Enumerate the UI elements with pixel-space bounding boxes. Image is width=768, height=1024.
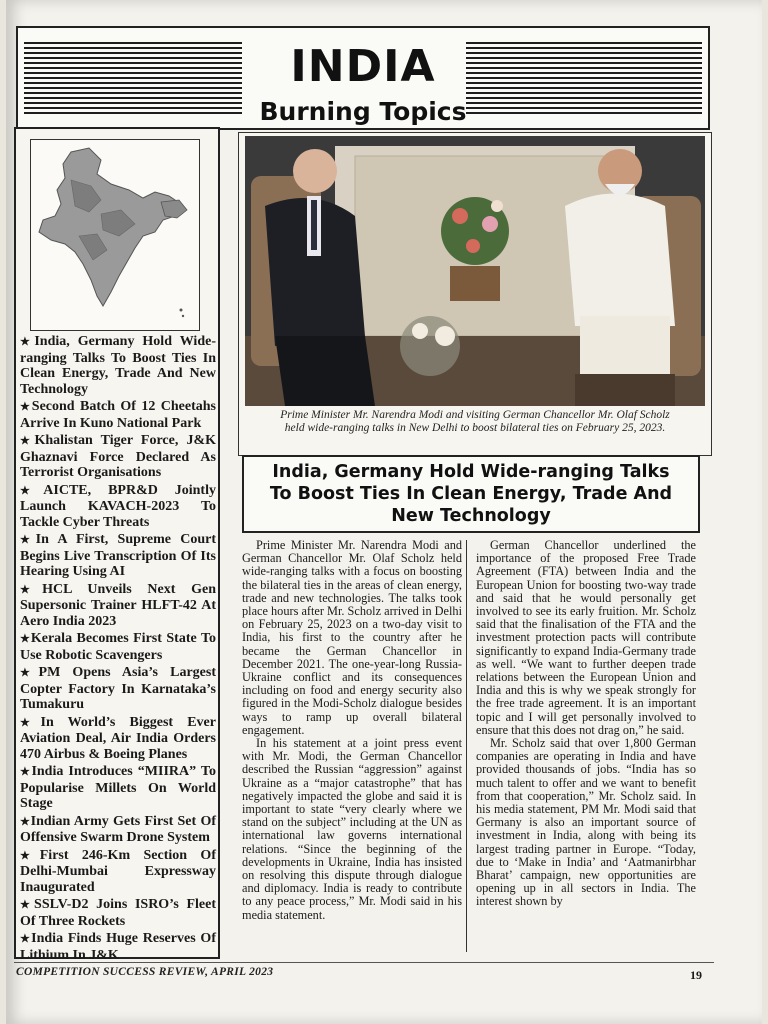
article-paragraph: Prime Minister Mr. Narendra Modi and German Chancellor Mr. Olaf Scholz held wide-ranging talks with a focus on boosting the bilateral ties in the areas of clean energy, trade and new technologies. The talks took place hours after Mr. Scholz arrived in Delhi on February 25, 2023 on a two-day visit to India, his first to the country after he became the German Chancellor in December 2021. The one-year-long Russia-Ukraine conflict and its consequences including on food and energy security also figured in the Modi-Scholz dialogue besides ways to ramp up overall bilateral engagement. <box>242 538 462 737</box>
footer-rule <box>14 962 714 963</box>
magazine-footer: COMPETITION SUCCESS REVIEW, APRIL 2023 <box>16 966 274 978</box>
star-icon: ★ <box>20 933 32 945</box>
headline-item[interactable]: ★AICTE, BPR&D Jointly Launch KAVACH-2023 To Tackle Cyber Threats <box>20 482 216 530</box>
star-icon: ★ <box>20 633 31 645</box>
headline-item[interactable]: ★Kerala Becomes First State To Use Robotic Scavengers <box>20 631 216 663</box>
star-icon: ★ <box>20 583 43 596</box>
headline-item[interactable]: ★Khalistan Tiger Force, J&K Ghaznavi Force Declared As Terrorist Organisations <box>20 433 216 480</box>
headline-item[interactable]: ★India Finds Huge Reserves Of Lithium In J&K <box>20 931 216 963</box>
article-paragraph: In his statement at a joint press event with Mr. Modi, the German Chancellor described the Russian “aggression” against Ukraine as a “major catastrophe” that has negatively impacted the globe and said it is important to state “very clearly where we stand on the subject” including at the UN as international law governs international relations. “Since the beginning of the developments in Ukraine, India has insisted on resolving this dispute through dialogue and diplomacy. India is ready to contribute to any peace process,” Mr. Modi said in his media statement. <box>242 736 462 922</box>
star-icon: ★ <box>20 899 35 911</box>
star-icon: ★ <box>20 336 35 348</box>
india-map-svg <box>31 140 199 330</box>
india-map-icon <box>30 139 200 331</box>
photo-caption: Prime Minister Mr. Narendra Modi and visiting German Chancellor Mr. Olaf Scholz held wide-ranging talks in New Delhi to boost bilateral ties on February 25, 2023. <box>280 409 670 434</box>
headline-item[interactable]: ★Second Batch Of 12 Cheetahs Arrive In Kuno National Park <box>20 399 216 431</box>
article-headline-box <box>242 455 700 533</box>
star-icon: ★ <box>20 435 35 447</box>
headline-list <box>20 334 216 965</box>
column-divider <box>466 540 467 952</box>
star-icon: ★ <box>20 766 32 778</box>
star-icon: ★ <box>20 534 36 546</box>
article-column-2 <box>476 539 696 909</box>
photo-frame <box>238 132 712 456</box>
star-icon: ★ <box>20 849 40 862</box>
headline-item[interactable]: ★Indian Army Gets First Set Of Offensive Swarm Drone System <box>20 813 216 845</box>
headline-item[interactable]: ★HCL Unveils Next Gen Supersonic Trainer HLFT-42 At Aero India 2023 <box>20 581 216 629</box>
section-subtitle: Burning Topics <box>259 97 467 126</box>
article-column-1 <box>242 539 462 922</box>
headline-item[interactable]: ★India Introduces “MIIRA” To Popularise Millets On World Stage <box>20 764 216 811</box>
star-icon: ★ <box>20 484 44 497</box>
headline-item[interactable]: ★In A First, Supreme Court Begins Live Transcription Of Its Hearing Using AI <box>20 532 216 579</box>
section-banner <box>16 26 710 130</box>
article-paragraph: Mr. Scholz said that over 1,800 German companies are operating in India and have provided thousands of jobs. “India has so much talent to offer and we want to benefit from that cooperation,” Mr. Scholz said. In his media statement, PM Mr. Modi said that Germany is also an important source of investment in India, along with being its largest trading partner in Europe. “Today, due to ‘Make in India’ and ‘Aatmanirbhar Bharat’ campaign, new opportunities are opening up in all sectors in India. The interest shown by <box>476 736 696 909</box>
news-photo <box>245 136 705 406</box>
article-paragraph: German Chancellor underlined the importance of the proposed Free Trade Agreement (FTA) between India and the European Union for boosting two-way trade and said that he would personally get involved to see its early fruition. Mr. Scholz said that the finalisation of the FTA and the investment protection pacts will contribute significantly to expand India-Germany trade as well. “We want to further deepen trade relations between the European Union and India and this is why we speak strongly for the free trade agreement. It is an important topic and I will get personally involved to ensure that this does not drag on,” he said. <box>476 538 696 737</box>
headline-item[interactable]: ★First 246-Km Section Of Delhi-Mumbai Expressway Inaugurated <box>20 847 216 895</box>
headlines-sidebar <box>14 127 220 963</box>
star-icon: ★ <box>20 667 39 679</box>
star-icon: ★ <box>20 401 32 413</box>
star-icon: ★ <box>20 716 41 729</box>
article-headline: India, Germany Hold Wide-ranging Talks To Boost Ties In Clean Energy, Trade And New Technology <box>269 462 673 526</box>
star-icon: ★ <box>20 815 31 828</box>
section-title: INDIA <box>290 41 436 92</box>
news-photo-illustration <box>245 136 705 406</box>
page-number: 19 <box>690 968 702 982</box>
headline-item[interactable]: ★In World’s Biggest Ever Aviation Deal, Air India Orders 470 Airbus & Boeing Planes <box>20 714 216 762</box>
headline-item[interactable]: ★SSLV-D2 Joins ISRO’s Fleet Of Three Rockets <box>20 897 216 929</box>
magazine-page <box>6 0 762 1024</box>
headline-item[interactable]: ★PM Opens Asia’s Largest Copter Factory In Karnataka’s Tumakuru <box>20 665 216 712</box>
headline-item[interactable]: ★India, Germany Hold Wide-ranging Talks To Boost Ties In Clean Energy, Trade And New Technology <box>20 334 216 397</box>
